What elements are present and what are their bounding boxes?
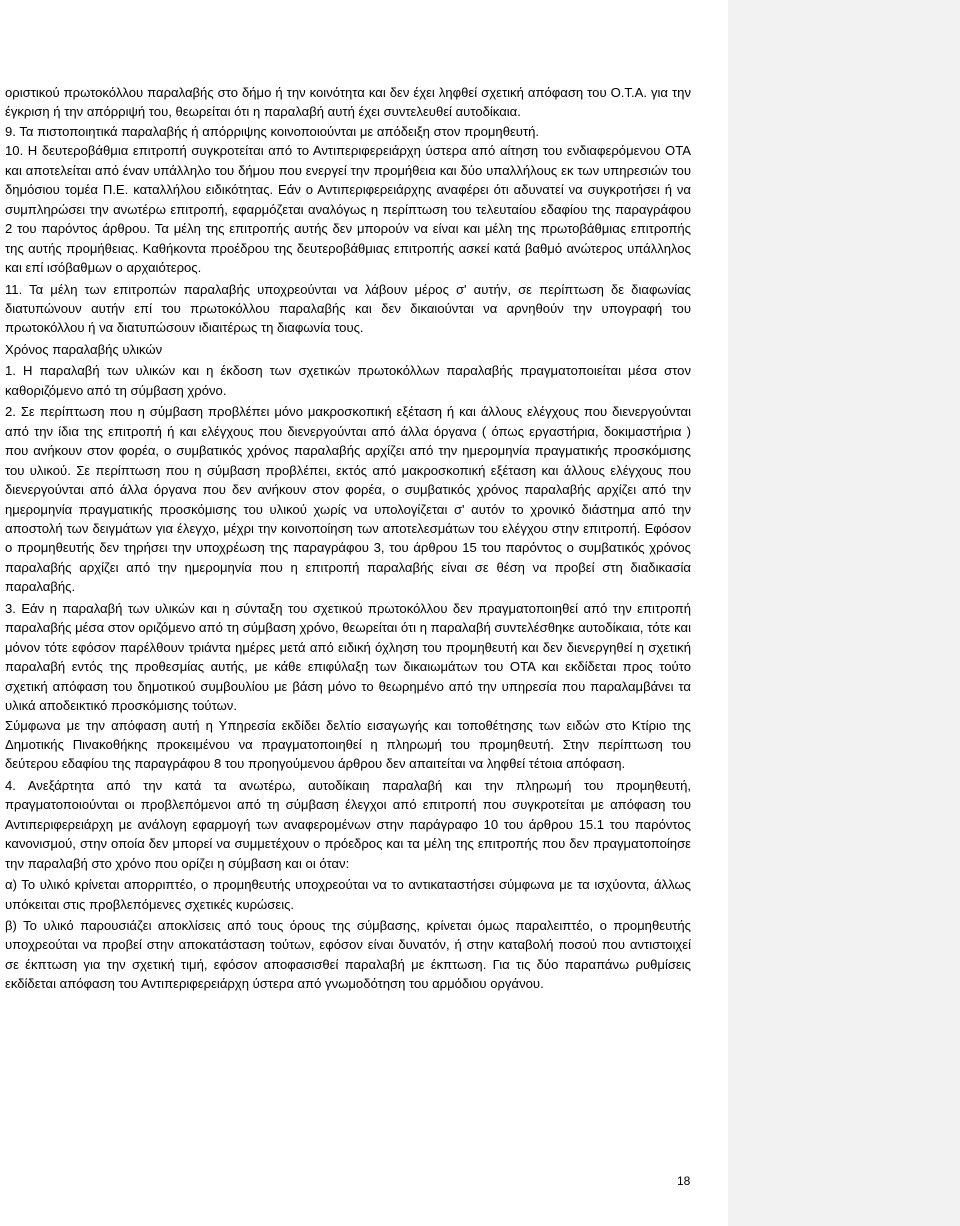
item-4-a: α) Το υλικό κρίνεται απορριπτέο, ο προμηθευτής υποχρεούται να το αντικαταστήσει σύμφωνα με τα ισχύοντα, άλλως υπόκειται στις προβλεπόμενες σχετικές κυρώσεις.: [5, 877, 691, 912]
paragraph-9: 9. Τα πιστοποιητικά παραλαβής ή απόρριψης κοινοποιούνται με απόδειξη στον προμηθευτή.: [5, 123, 540, 139]
paragraph-11: 11. Τα μέλη των επιτροπών παραλαβής υποχρεούνται να λάβουν μέρος σ' αυτήν, σε περίπτωση δε διαφωνίας διατυπώνουν αυτήν επί του πρωτοκόλλου παραλαβής και δεν δικαιούνται να αρνηθούν την υπογραφή του πρωτοκόλλου ή να διατυπώσουν ιδιαιτέρως τη διαφωνία τους.: [5, 281, 691, 336]
comment-margin-pane: [728, 0, 960, 1226]
paragraph-decision: Σύμφωνα με την απόφαση αυτή η Υπηρεσία εκδίδει δελτίο εισαγωγής και τοποθέτησης των ειδών στο Κτίριο της Δημοτικής Πινακοθήκης προκειμένου να πραγματοποιηθεί η πληρωμή του προμηθευτή. Στην περίπτωση του δεύτερου εδαφίου της παραγράφου 8 του προηγούμενου άρθρου δεν απαιτείται να ληφθεί τέτοια απόφαση.: [5, 717, 691, 772]
item-2: 2. Σε περίπτωση που η σύμβαση προβλέπει μόνο μακροσκοπική εξέταση ή και άλλους ελέγχους που διενεργούνται από την ίδια της επιτροπή ή και ελέγχους που διενεργούνται από άλλα όργανα ( όπως εργαστήρια, δοκιμαστήρια ) που ανήκουν στον φορέα, ο συμβατικός χρόνος παραλαβής αρχίζει από την ημερομηνία πραγματικής προσκόμισης του υλικού. Σε περίπτωση που η σύμβαση προβλέπει, εκτός από μακροσκοπική εξέταση και άλλους ελέγχους που διενεργούνται από άλλα όργανα που δεν ανήκουν στον φορέα, ο συμβατικός χρόνος παραλαβής αρχίζει από την ημερομηνία πραγματικής προσκόμισης του υλικού χωρίς να υπολογίζεται σ' αυτόν το χρονικό διάστημα από την αποστολή των δειγμάτων για έλεγχο, μέχρι την κοινοποίηση των αποτελεσμάτων του ελέγχου στην επιτροπή. Εφόσον ο προμηθευτής δεν τηρήσει την υποχρέωση της παραγράφου 3, του άρθρου 15 του παρόντος ο συμβατικός χρόνος παραλαβής αρχίζει από την ημερομηνία που η επιτροπή παραλαβής είναι σε θέση να προβεί στη διαδικασία παραλαβής.: [5, 404, 691, 595]
item-4-b: β) Το υλικό παρουσιάζει αποκλίσεις από τους όρους της σύμβασης, κρίνεται όμως παραλειπτέο, ο προμηθευτής υποχρεούται να προβεί στην αποκατάσταση τούτων, εφόσον είναι δυνατόν, ή στην καταβολή ποσού που αντιστοιχεί σε έκπτωση για την σχετική τιμή, εφόσον αποφασισθεί παραλαβή με έκπτωση. Για τις δύο παραπάνω ρυθμίσεις εκδίδεται απόφαση του Αντιπεριφερειάρχη ύστερα από γνωμοδότηση του αρμόδιου οργάνου.: [5, 918, 691, 992]
section-heading: Χρόνος παραλαβής υλικών: [5, 341, 163, 357]
item-1: 1. Η παραλαβή των υλικών και η έκδοση των σχετικών πρωτοκόλλων παραλαβής πραγματοποιείται μέσα στον καθοριζόμενο από τη σύμβαση χρόνο.: [5, 363, 691, 398]
paragraph-10: 10. Η δευτεροβάθμια επιτροπή συγκροτείται από το Αντιπεριφερειάρχη ύστερα από αίτηση του ενδιαφερόμενου ΟΤΑ και αποτελείται από έναν υπάλληλο του δήμου που ενεργεί την προμήθεια και δύο υπαλλήλους εκ των υπηρεσιών του δημόσιου τομέα Π.Ε. καταλλήλου ειδικότητας. Εάν ο Αντιπεριφερειάρχης αναφέρει ότι αδυνατεί να συγκροτήσει ή να συμπληρώσει την ανωτέρω επιτροπή, εφαρμόζεται αναλόγως η περίπτωση του τελευταίου εδαφίου της παραγράφου 2 του παρόντος άρθρου. Τα μέλη της επιτροπής αυτής δεν μπορούν να είναι και μέλη της πρωτοβάθμιας επιτροπής της αυτής προμήθειας. Καθήκοντα προέδρου της δευτεροβάθμιας επιτροπής ασκεί κατά βαθμό ανώτερος υπάλληλος και επί ισόβαθμων ο αρχαιότερος.: [5, 143, 691, 276]
item-3: 3. Εάν η παραλαβή των υλικών και η σύνταξη του σχετικού πρωτοκόλλου δεν πραγματοποιηθεί από την επιτροπή παραλαβής μέσα στον οριζόμενο από τη σύμβαση χρόνο, θεωρείται ότι η παραλαβή συντελέσθηκε αυτοδίκαια, τότε και μόνον τότε εφόσον παρέλθουν τριάντα ημέρες μετά από ειδική όχληση του προμηθευτή και δεν διενεργηθεί η σχετική παραλαβή εντός της προθεσμίας αυτής, με κάθε επιφύλαξη των δικαιωμάτων του ΟΤΑ και εκδίδεται προς τούτο σχετική απόφαση του δημοτικού συμβουλίου με βάση μόνο το θεωρημένο από την υπηρεσία που παραλαμβάνει τα υλικά αποδεικτικό προσκόμισης τούτων.: [5, 600, 691, 714]
paragraph-continuation: οριστικού πρωτοκόλλου παραλαβής στο δήμο ή την κοινότητα και δεν έχει ληφθεί σχετική απόφαση του Ο.Τ.Α. για την έγκριση ή την απόρριψή του, θεωρείται ότι η παραλαβή αυτή έχει συντελευθεί αυτοδίκαια.: [5, 85, 691, 120]
page-number: 18: [677, 1174, 691, 1188]
document-body: [5, 83, 691, 994]
item-4: 4. Ανεξάρτητα από την κατά τα ανωτέρω, αυτοδίκαιη παραλαβή και την πληρωμή του προμηθευτή, πραγματοποιούνται οι προβλεπόμενοι από τη σύμβαση έλεγχοι από επιτροπή που συγκροτείται με απόφαση του Αντιπεριφερειάρχη με ανάλογη εφαρμογή των αναφερομένων στην παράγραφο 10 του άρθρου 15.1 του παρόντος κανονισμού, στην οποία δεν μπορεί να συμμετέχουν ο πρόεδρος και τα μέλη της επιτροπής που δεν πραγματοποίησε την παραλαβή στο χρόνο που ορίζει η σύμβαση και οι όταν:: [5, 777, 691, 871]
